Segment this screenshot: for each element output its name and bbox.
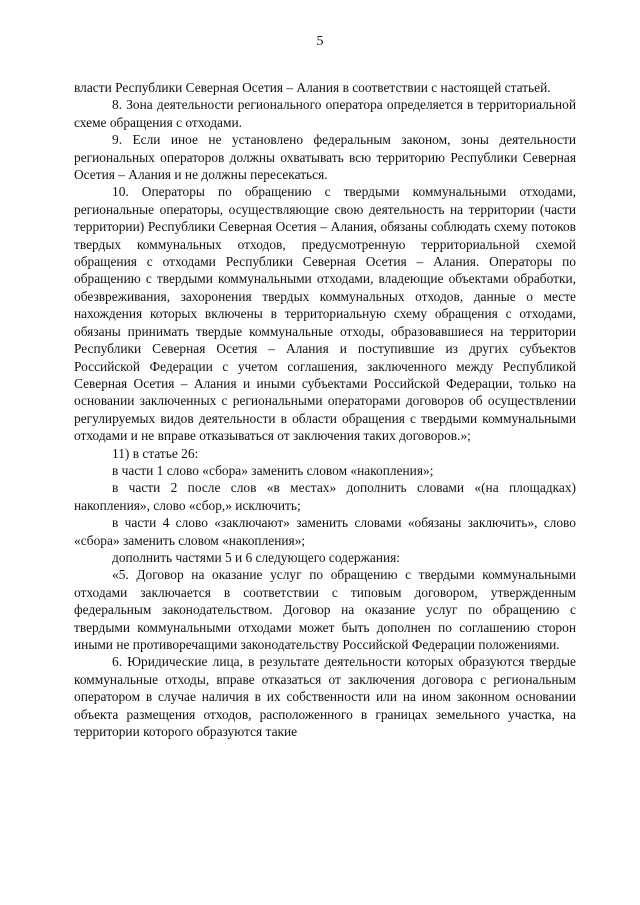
paragraph-9: 9. Если иное не установлено федеральным законом, зоны деятельности региональных операторов должны охватывать всю территорию Республики Северная Осетия – Алания и не должны пересекаться. <box>74 132 576 183</box>
paragraph-part-1: в части 1 слово «сбора» заменить словом «накопления»; <box>112 462 434 478</box>
paragraph-add-parts: дополнить частями 5 и 6 следующего содержания: <box>112 549 401 565</box>
paragraph-item-11: 11) в статье 26: <box>112 445 199 461</box>
page-number: 5 <box>316 34 324 49</box>
paragraph-part-4: в части 4 слово «заключают» заменить словами «обязаны заключить», слово «сбора» заменить словом «накопления»; <box>74 515 576 548</box>
document-body <box>74 79 576 740</box>
paragraph-6: 6. Юридические лица, в результате деятельности которых образуются твердые коммунальные отходы, вправе отказаться от заключения договора с региональным оператором в случае наличия в их собственности или на ином законном основании объекта размещения отходов, расположенного в границах земельного участка, на территории которого образуются такие <box>74 654 576 740</box>
paragraph-part-2: в части 2 после слов «в местах» дополнить словами «(на площадках) накопления», слово «сбор,» исключить; <box>74 480 576 513</box>
paragraph-10: 10. Операторы по обращению с твердыми коммунальными отходами, региональные операторы, осуществляющие свою деятельность на территории (части территории) Республики Северная Осетия – Алания, обязаны соблюдать схему потоков твердых коммунальных отходов, предусмотренную территориальной схемой обращения с отходами Республики Северная Осетия – Алания. Операторы по обращению с твердыми коммунальными отходами, владеющие объектами обработки, обезвреживания, захоронения твердых коммунальных отходов, данные о месте нахождения которых включены в территориальную схему обращения с отходами, обязаны принимать твердые коммунальные отходы, образовавшиеся на территории Республики Северная Осетия – Алания и поступившие из других субъектов Российской Федерации с учетом соглашения, заключенного между Республикой Северная Осетия – Алания и иными субъектами Российской Федерации, только на основании заключенных с региональными операторами договоров об осуществлении регулируемых видов деятельности в области обращения с твердыми коммунальными отходами и не вправе отказываться от заключения таких договоров.»; <box>74 184 576 444</box>
paragraph-continuation: власти Республики Северная Осетия – Алания в соответствии с настоящей статьей. <box>74 80 551 95</box>
paragraph-5: «5. Договор на оказание услуг по обращению с твердыми коммунальными отходами заключается в соответствии с типовым договором, утвержденным федеральным законодательством. Договор на оказание услуг по обращению с твердыми коммунальными отходами может быть дополнен по соглашению сторон иными не противоречащими законодательству Российской Федерации положениями. <box>74 567 576 652</box>
paragraph-8: 8. Зона деятельности регионального оператора определяется в территориальной схеме обращения с отходами. <box>74 97 576 130</box>
